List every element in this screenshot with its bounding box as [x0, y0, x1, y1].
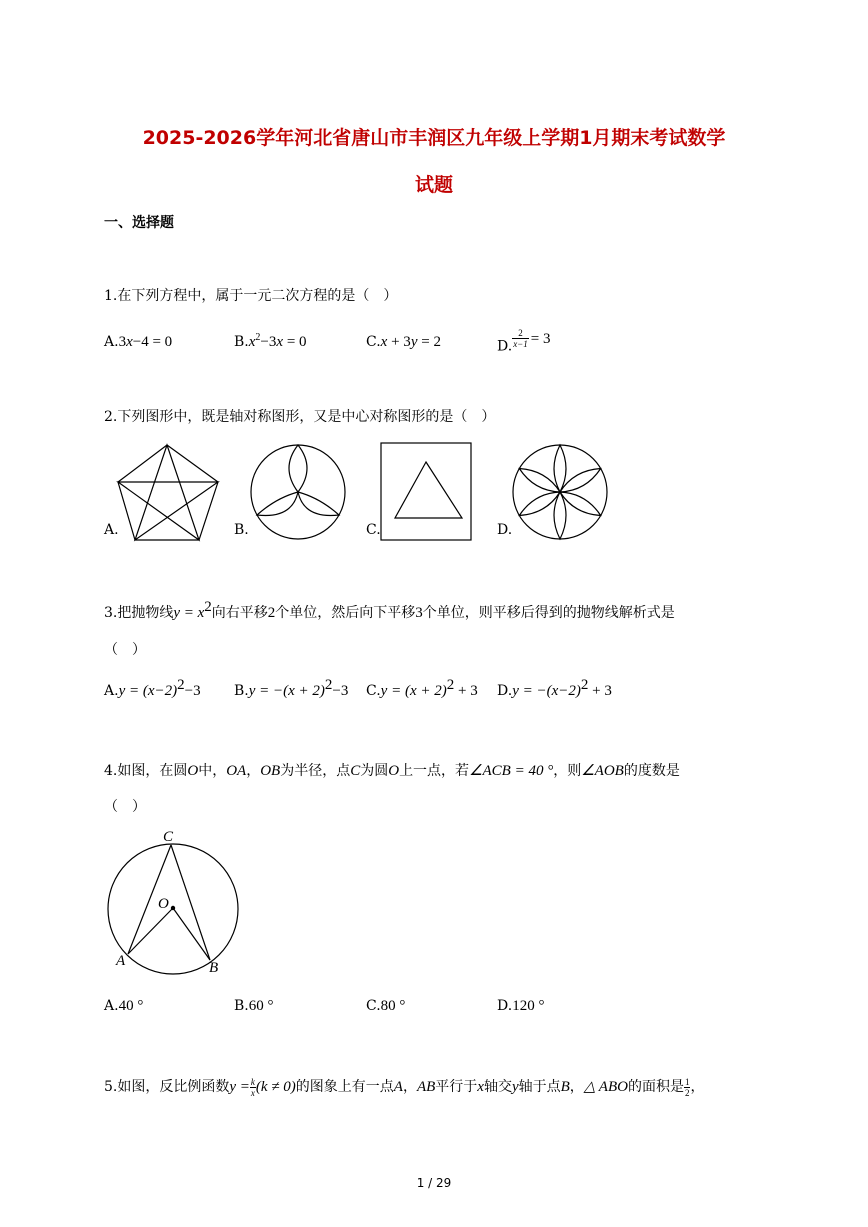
option-label: C. — [366, 334, 381, 350]
q3-option-d[interactable]: $D.y = -(x-2)^2 + 3$ — [497, 677, 612, 699]
triangle-in-square-figure[interactable] — [381, 443, 471, 540]
q4-option-d[interactable]: D.120 ° — [497, 998, 545, 1014]
page-title: 2025-2026学年河北省唐山市丰润区九年级上学期1月期末考试数学 — [142, 127, 726, 149]
q4-circle-figure — [100, 822, 250, 977]
q3-function: y = x — [173, 605, 205, 621]
q3-option-c[interactable]: $C.y = (x + 2)^2 + 3$ — [366, 677, 478, 699]
page-number: 1 / 29 — [416, 1176, 452, 1190]
option-label: D. — [497, 338, 513, 355]
label-c: C — [163, 829, 174, 845]
question-5-stem: 5.如图，反比例函数y = $\frac{k}{x}$ (k ≠ 0)的图象上有一点A，AB平行于x轴交y轴于点B，△ ABO的面积是 $\frac{1}{2}$ ， — [104, 1076, 705, 1098]
option-expr: x + 3y = 2 — [380, 334, 441, 350]
question-4-paren: （ ） — [104, 799, 146, 815]
option-expr-rhs: = 3 — [530, 330, 551, 347]
three-petal-circle-figure[interactable] — [251, 445, 345, 539]
option-label: B. — [234, 334, 249, 350]
label-a: A — [116, 953, 126, 969]
q1-option-a[interactable] — [104, 334, 172, 351]
radius-ob — [173, 908, 210, 960]
option-expr: $x^2-3x = 0$ — [248, 332, 307, 350]
center-point — [171, 906, 175, 910]
q5-area-fraction: $\frac{1}{2}$ — [684, 1076, 690, 1098]
option-label: A. — [104, 334, 119, 350]
q1-option-b[interactable] — [234, 334, 307, 351]
q4-option-b[interactable]: B.60 ° — [234, 998, 274, 1014]
label-b: B — [209, 960, 219, 976]
question-4-stem: 4.如图，在圆O中，OA，OB为半径，点C为圆O上一点，若∠ACB = 40 °，则∠AOB的度数是 — [104, 763, 680, 779]
option-expr: 3x−4 = 0 — [118, 334, 173, 350]
q2-option-c-label[interactable]: C. — [366, 522, 381, 538]
section-heading: 一、选择题 — [104, 215, 174, 231]
question-3-paren: （ ） — [104, 642, 146, 658]
option-fraction: $\frac{2}{x-1}$ — [513, 328, 528, 349]
q1-option-c[interactable] — [366, 334, 441, 351]
q4-option-c[interactable]: C.80 ° — [366, 998, 406, 1014]
six-petal-circle-figure[interactable] — [513, 445, 607, 539]
q2-option-a-label[interactable]: A. — [104, 522, 119, 538]
q3-option-b[interactable]: $B.y = -(x + 2)^2-3$ — [234, 677, 349, 699]
q2-figures — [100, 440, 620, 545]
q5-function-fraction: $\frac{k}{x}$ — [250, 1076, 255, 1098]
q4-option-a[interactable]: A.40 ° — [104, 998, 144, 1014]
q1-option-d[interactable] — [497, 328, 550, 355]
q2-option-b-label[interactable]: B. — [234, 522, 249, 538]
chord-cb — [171, 845, 210, 960]
q3-option-a[interactable]: $A.y = (x-2)^2-3$ — [104, 677, 201, 699]
question-1-stem: 1.在下列方程中，属于一元二次方程的是（ ） — [104, 288, 398, 304]
q2-option-d-label[interactable]: D. — [497, 522, 513, 538]
label-o: O — [158, 896, 169, 912]
question-3-stem: 3.把抛物线$y = x^2$向右平移2个单位，然后向下平移3个单位，则平移后得到的抛物线解析式是 — [104, 599, 675, 621]
question-2-stem: 2.下列图形中，既是轴对称图形，又是中心对称图形的是（ ） — [104, 409, 496, 425]
radius-oa — [128, 908, 173, 954]
page-title-line2: 试题 — [414, 174, 453, 196]
pentagram-figure[interactable] — [118, 445, 218, 540]
